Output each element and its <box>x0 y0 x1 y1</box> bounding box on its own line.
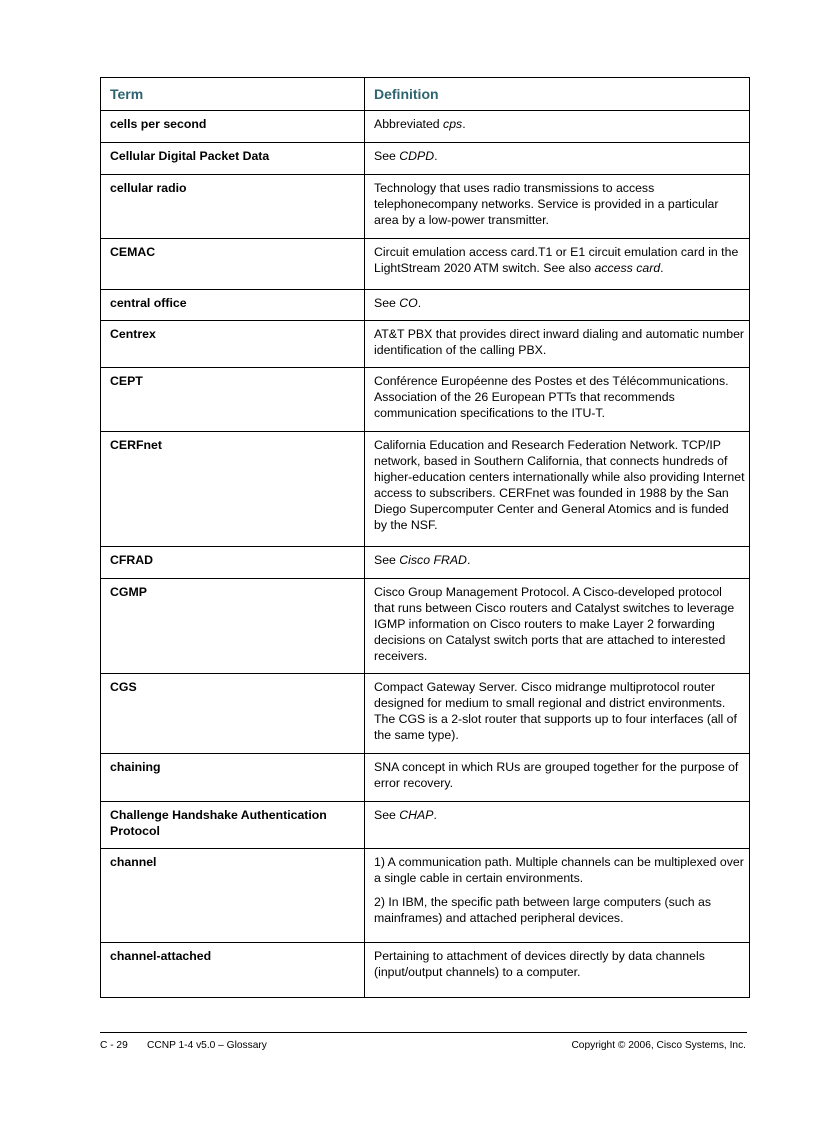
table-row <box>101 802 750 849</box>
footer-page-number: C - 29 <box>100 1040 128 1051</box>
definition-text: See <box>374 553 400 567</box>
definition-text: AT&T PBX that provides direct inward dialing and automatic number identification of the calling PBX. <box>374 327 745 357</box>
definition-paragraph <box>374 584 745 664</box>
glossary-definition <box>365 175 750 239</box>
definition-paragraph <box>374 437 745 533</box>
definition-text: California Education and Research Federation Network. TCP/IP network, based in Southern California, that connects hundreds of higher-education centers internationally while also providing Internet access to subscribers. CERFnet was founded in 1988 by the San Diego Supercomputer Center and General Atomics and is funded by the NSF. <box>374 438 745 532</box>
definition-text: . <box>433 808 437 822</box>
definition-paragraph <box>374 116 745 132</box>
glossary-term: channel-attached <box>101 943 365 998</box>
glossary-term: chaining <box>101 754 365 802</box>
glossary-term: CEPT <box>101 368 365 432</box>
table-row <box>101 239 750 290</box>
table-row <box>101 432 750 547</box>
table-row <box>101 943 750 998</box>
definition-paragraph <box>374 244 745 276</box>
glossary-definition <box>365 432 750 547</box>
glossary-term: Cellular Digital Packet Data <box>101 143 365 175</box>
definition-paragraph <box>374 894 745 926</box>
definition-text: . <box>462 117 466 131</box>
glossary-body <box>101 111 750 998</box>
glossary-definition <box>365 239 750 290</box>
glossary-definition <box>365 674 750 754</box>
glossary-term: CFRAD <box>101 547 365 579</box>
table-row <box>101 321 750 368</box>
glossary-term: central office <box>101 290 365 321</box>
definition-reference: CHAP <box>399 808 434 822</box>
definition-text: See <box>374 149 400 163</box>
table-row <box>101 754 750 802</box>
definition-paragraph <box>374 295 745 311</box>
glossary-term: CGS <box>101 674 365 754</box>
definition-paragraph <box>374 180 745 228</box>
table-row <box>101 368 750 432</box>
definition-reference: CO <box>399 296 418 310</box>
definition-paragraph <box>374 148 745 164</box>
definition-text: . <box>434 149 438 163</box>
glossary-table <box>100 77 750 998</box>
glossary-definition <box>365 143 750 175</box>
glossary-definition <box>365 849 750 943</box>
definition-paragraph <box>374 759 745 791</box>
table-row <box>101 674 750 754</box>
definition-text: . <box>417 296 422 310</box>
footer-course-title: CCNP 1-4 v5.0 – Glossary <box>147 1040 267 1051</box>
definition-text: Technology that uses radio transmissions to access telephonecompany networks. Service is provided in a particular area by a low-power transmitter. <box>374 181 719 227</box>
glossary-definition <box>365 111 750 143</box>
glossary-definition <box>365 943 750 998</box>
definition-reference: access card <box>594 261 661 275</box>
definition-reference: Cisco FRAD <box>399 553 467 567</box>
definition-text: See <box>374 296 400 310</box>
glossary-definition <box>365 547 750 579</box>
definition-text: Conférence Européenne des Postes et des Télécommunications. Association of the 26 European PTTs that recommends communication specifications to the ITU-T. <box>374 374 729 420</box>
glossary-definition <box>365 368 750 432</box>
glossary-term: Challenge Handshake Authentication Protocol <box>101 802 365 849</box>
definition-paragraph <box>374 807 745 823</box>
glossary-term: cellular radio <box>101 175 365 239</box>
definition-column-header: Definition <box>365 78 750 111</box>
glossary-definition <box>365 579 750 674</box>
definition-paragraph <box>374 854 745 886</box>
table-row <box>101 143 750 175</box>
definition-text: 1) A communication path. Multiple channels can be multiplexed over a single cable in certain environments. <box>374 855 744 885</box>
glossary-term: Centrex <box>101 321 365 368</box>
footer-copyright: Copyright © 2006, Cisco Systems, Inc. <box>571 1040 746 1051</box>
term-column-header: Term <box>101 78 365 111</box>
table-row <box>101 175 750 239</box>
table-row <box>101 290 750 321</box>
table-row <box>101 579 750 674</box>
definition-text: Compact Gateway Server. Cisco midrange multiprotocol router designed for medium to small regional and district environments. The CGS is a 2-slot router that supports up to four interfaces (all of the same type). <box>374 680 737 742</box>
definition-reference: cps <box>443 117 463 131</box>
glossary-term: cells per second <box>101 111 365 143</box>
glossary-definition <box>365 321 750 368</box>
definition-text: Pertaining to attachment of devices directly by data channels (input/output channels) to a computer. <box>374 949 705 979</box>
table-row <box>101 849 750 943</box>
glossary-definition <box>365 802 750 849</box>
glossary-term: CEMAC <box>101 239 365 290</box>
definition-paragraph <box>374 552 745 568</box>
footer-divider <box>100 1032 747 1033</box>
glossary-term: CERFnet <box>101 432 365 547</box>
definition-text: . <box>466 553 471 567</box>
glossary-term: channel <box>101 849 365 943</box>
definition-paragraph <box>374 948 745 980</box>
definition-text: 2) In IBM, the specific path between large computers (such as mainframes) and attached peripheral devices. <box>374 895 711 925</box>
definition-paragraph <box>374 326 745 358</box>
table-row <box>101 111 750 143</box>
definition-reference: CDPD <box>399 149 435 163</box>
definition-text: . <box>660 261 664 275</box>
glossary-definition <box>365 290 750 321</box>
definition-text: SNA concept in which RUs are grouped together for the purpose of error recovery. <box>374 760 739 790</box>
glossary-term: CGMP <box>101 579 365 674</box>
definition-paragraph <box>374 679 745 743</box>
definition-text: Abbreviated <box>374 117 444 131</box>
glossary-definition <box>365 754 750 802</box>
definition-paragraph <box>374 373 745 421</box>
table-row <box>101 547 750 579</box>
definition-text: Cisco Group Management Protocol. A Cisco-developed protocol that runs between Cisco routers and Catalyst switches to leverage IGMP information on Cisco routers to make Layer 2 forwarding decisions on Catalyst switch ports that are attached to interested receivers. <box>374 585 735 663</box>
definition-text: See <box>374 808 400 822</box>
table-header-row <box>101 78 750 111</box>
definition-text: Circuit emulation access card.T1 or E1 circuit emulation card in the LightStream 2020 ATM switch. See also <box>374 245 739 275</box>
